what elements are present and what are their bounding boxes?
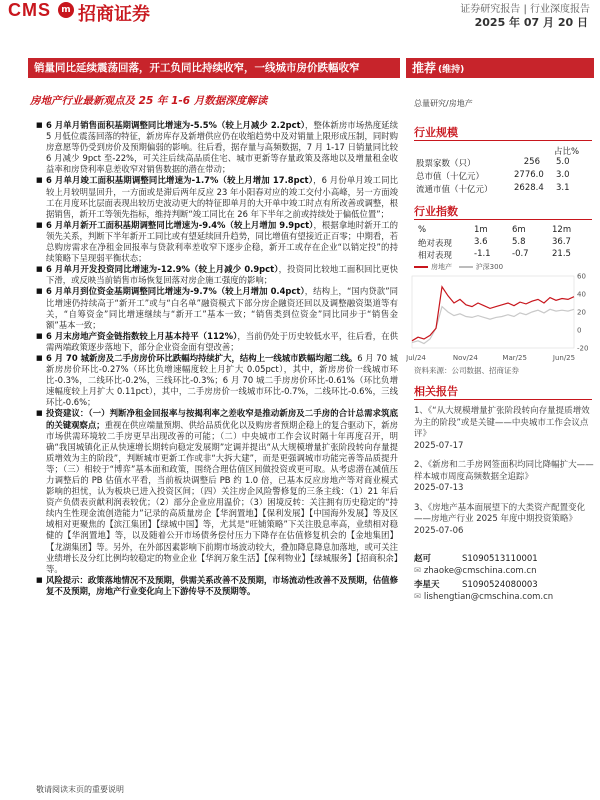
related-report-item — [414, 406, 594, 452]
y-tick-label: 20 — [577, 308, 586, 317]
scale-row-value: 2776.0 — [514, 170, 544, 180]
scale-row-label: 总市值（十亿元） — [416, 172, 485, 182]
industry-index-chart — [406, 270, 596, 362]
x-tick-label: Nov/24 — [452, 354, 478, 362]
paragraph-body: ，投资同比较地工面积回比更快下滑，或反映当前销售市场恢复回落对房企施工强度的影响； — [46, 264, 398, 286]
divider — [414, 219, 592, 220]
body-paragraph — [36, 286, 398, 330]
index-cell: -0.7 — [512, 249, 529, 259]
legend-label: 房地产 — [431, 263, 452, 271]
body-paragraph — [36, 575, 398, 597]
brand-logo-icon: m — [58, 2, 74, 18]
paragraph-body: 6 月 70 城新房房价环比-0.27%（环比负增速幅度较上月扩大 0.05pct），其中，新房房价一线城市环比-0.3%，二线环比-0.2%，三线环比-0.3%；6 月 70 城二手房房价环比-0.61%（环比负增速幅度较上月扩大 0.11pct），其中，二手房房价一线城市环比-0.7%，二线环比-0.6%，三线环比-0.6%； — [46, 352, 398, 408]
divider — [414, 140, 592, 141]
scale-row-pct: 3.0 — [556, 170, 570, 180]
analyst-email[interactable]: zhaoke@cmschina.com.cn — [423, 566, 537, 576]
rating-bar — [406, 58, 594, 78]
scale-row-label: 股票家数（只） — [416, 159, 476, 169]
divider — [414, 399, 592, 400]
related-report-title: 《新房和二手房网签面积均同比降幅扩大——样本城市周度高频数据全追踪》 — [414, 460, 594, 482]
paragraph-body: 重视在供应端量预期、供给品质优化以及购房者预期企稳上的复合驱动下，新房市场供需环境较二手房更早出现改善的可能；（二）中央城市工作会议时隔十年再度召开，明确“我国城镇化正从快速增长期转向稳定发展期”定调并提出“从大规模增量扩张阶段转向存量提质增效为主的阶段”，判断城市更新工作或非“大拆大建”，而是更强调城市功能完善等品质提升等；（三）相较于“博弈”基本面和政策，围绕合理估值区间做投资或更可取。从考虑潜在减值压力调整后的 PB 估值水平看，当前板块调整后 PB 约 1.0 倍，已基本反应房地产等对商业模式影响的担忧，认为板块已进入投资区间；（四）关注房企风险警修复的三条主线：（1）21 年后资产负债表贡献利润表较优；（2）部分企业应用温价；（3）困境反转：关注拥有历史稳定的“持续内生性现金流创造能力”记录的高质量房企【华润置地】【保利发展】【中国海外发展】等及区域相对更聚焦的【滨江集团】【绿城中国】等，尤其是“旺铺策略”下关注股息率高，业绩相对稳健的【华润置地】等，以及随着公开市场债务偿付压力下降存在估值修复机会的【金地集团】【龙湖集团】等。另外，在外部因素影响下前期市场波动较大，叠加降息降息加落地，或可关注业绩增长及分红比例均较稳定的物业企业【华润万象生活】【保利物业】【绿城服务】【招商积余】等。 — [46, 419, 399, 574]
chart-frame — [412, 276, 574, 348]
index-header: % — [418, 225, 427, 235]
rating-label: 推荐 — [412, 61, 437, 75]
analyst-category: 总量研究/房地产 — [414, 99, 473, 108]
related-report-title: 《“从大规模增量扩张阶段转向存量提质增效为主的阶段”或是关键——中央城市工作会议点评》 — [414, 406, 590, 439]
series-line — [412, 287, 574, 341]
index-header: 1m — [474, 225, 488, 235]
related-report-item — [414, 460, 594, 495]
scale-row-pct: 3.1 — [556, 183, 570, 193]
index-header: 6m — [512, 225, 526, 235]
body-paragraph — [36, 220, 398, 264]
related-report-date: 2025-07-17 — [414, 440, 464, 451]
report-title-banner: 销量同比延续震荡回落，开工负同比持续收窄，一线城市房价跌幅收窄 — [28, 58, 400, 78]
analyst-name: 赵可 — [414, 554, 432, 564]
y-tick-label: 60 — [577, 272, 586, 281]
paragraph-lead: 6 月单月到位资金基期调整同比增速为-9.7%（较上月增加 0.4pct） — [46, 286, 305, 297]
industry-index-title: 行业指数 — [414, 205, 458, 218]
index-cell: 21.5 — [552, 249, 571, 259]
paragraph-body: ，当前仍处于历史较低水平，往后看，在供需两端政策逐步落地下，部分企业资金面有望改善； — [46, 330, 399, 352]
related-report-date: 2025-07-13 — [414, 483, 464, 493]
brand-name-cn: 招商证券 — [78, 4, 150, 25]
scale-row-label: 流通市值（十亿元） — [416, 185, 493, 195]
chart-source: 资料来源：公司数据、招商证券 — [414, 366, 519, 375]
paragraph-lead: 6 月单月新开工面积基期调整同比增速为-9.4%（较上月增加 9.9pct） — [46, 219, 314, 230]
index-cell: 5.8 — [512, 237, 526, 247]
related-report-title: 《房地产基本面展望下的大类资产配置变化——房地产行业 2025 年度中期投资策略》 — [414, 502, 586, 524]
analyst-cert: S1090513110001 — [462, 554, 538, 564]
index-header: 12m — [552, 225, 572, 235]
mail-icon: ✉ — [414, 592, 424, 602]
mail-icon: ✉ — [414, 566, 424, 576]
scale-row-pct: 5.0 — [556, 157, 570, 167]
index-cell: -1.1 — [474, 249, 491, 259]
related-report-number: 2、 — [414, 460, 428, 470]
paragraph-body: ，根据拿地时新开工的领先关系，判断下半年新开工同比或有望延续回升趋势，同比增值有望接近正百零；中期看，若总购房需求在净租金回报率与贷款利率差收窄下逐步企稳，新开工或存在企业“以销定投”的持续策略下呈现弱平衡状态； — [46, 219, 399, 264]
body-paragraph — [36, 264, 398, 286]
related-report-number: 1、 — [414, 406, 428, 416]
scale-row-value: 256 — [523, 157, 540, 167]
related-report-item — [414, 503, 594, 538]
paragraph-body: ，结构上，“国内贷款”同比增速仍持续高于“新开工”或与“白名单”融资模式下部分房企融资还回以及调整融资渠道等有关，“自筹资金”同比增速继续与“新开工”基本一致；“销售类到位资金”同比同步于“销售金额”基本一致； — [46, 286, 398, 330]
report-date: 2025 年 07 月 20 日 — [474, 16, 588, 29]
report-type: 证券研究报告 | 行业深度报告 — [460, 4, 590, 15]
index-row-label: 绝对表现 — [418, 239, 453, 249]
body-paragraph — [36, 331, 398, 353]
analyst-cert: S1090524080003 — [462, 580, 538, 590]
related-report-date: 2025-07-06 — [414, 525, 464, 536]
legend-swatch-hs300 — [459, 266, 473, 268]
paragraph-lead: 6 月单月开发投资同比增速为-12.9%（较上月减少 0.9pct） — [46, 264, 279, 275]
paragraph-lead: 6 月 70 城新房及二手房房价环比跌幅均持续扩大，结构上一线城市跌幅均超二线。 — [46, 352, 358, 363]
related-report-number: 3、 — [414, 502, 428, 513]
related-reports-title: 相关报告 — [414, 385, 458, 398]
legend-label: 沪深300 — [475, 263, 504, 271]
body-paragraph — [36, 408, 398, 574]
paragraph-lead: 6 月单月销售面积基期调整同比增速为-5.5%（较上月减少 2.2pct） — [46, 120, 305, 130]
body-paragraph — [36, 120, 398, 175]
x-tick-label: Mar/25 — [502, 354, 527, 362]
body-paragraph — [36, 353, 398, 408]
x-tick-label: Jun/25 — [552, 354, 576, 362]
index-row-label: 相对表现 — [418, 251, 453, 261]
paragraph-lead: 风险提示：政策落地情况不及预期，供需关系改善不及预期，市场流动性改善不及预期，估值修复不及预期，房地产行业变化向上下游传导不及预期等。 — [46, 574, 398, 596]
industry-scale-title: 行业规模 — [414, 126, 458, 139]
analyst-name: 李星天 — [414, 580, 440, 590]
y-tick-label: 40 — [577, 290, 586, 299]
paragraph-body: ，整体新房市场热度延续 5 月低位震荡回落的特征，新房库存及新增供应仍在收缩趋势中及对销量上限形成压制，同时购房意愿等仍受到房价及预期偏弱的影响。往后看，据存量与高频数据，7 月 1-17 日销量同比较 6 月减少 9pct 至-22%，可关注后续高品质住宅、城市更新等存量政策及落地以及增量租金收益率和房贷利率息差收窄对销售数据的潜在带动； — [46, 120, 398, 175]
index-cell: 3.6 — [474, 237, 488, 247]
brand-logo-text: CMS — [8, 0, 51, 20]
footer-note: 敬请阅读末页的重要说明 — [36, 785, 124, 794]
paragraph-body: ，6 月份单月竣工同比较上月较明显回升，一方面或是滞后两年反应 23 年小阳春对应的竣工交付小高峰，另一方面竣工在月度环比层面表现出较历史波动更大的特征即单月的大开单中竣工时点有所改善或调整，根据销售，新开工等领先指标，维持判断“竣工同比在 26 年下半年之前或持续处于偏低位置”； — [46, 175, 398, 219]
legend-swatch-realestate — [414, 266, 428, 268]
analyst-info — [414, 553, 594, 605]
index-cell: 36.7 — [552, 237, 571, 247]
scale-row-value: 2628.4 — [514, 183, 544, 193]
related-reports-list — [414, 406, 594, 545]
y-tick-label: 0 — [577, 326, 582, 335]
analyst-row — [414, 579, 594, 603]
x-tick-label: Jul/24 — [406, 354, 426, 362]
main-text-column — [36, 120, 398, 597]
paragraph-lead: 6 月单月竣工面积基期调整同比增速为-1.7%（较上月增加 17.8pct） — [46, 175, 314, 186]
paragraph-lead: 6 月末房地产资金链指数较上月基本持平（112%） — [46, 330, 238, 341]
analyst-row — [414, 553, 594, 577]
scale-col-header: 占比% — [554, 147, 580, 157]
report-subtitle: 房地产行业最新观点及 25 年 1-6 月数据深度解读 — [30, 95, 268, 107]
y-tick-label: -20 — [577, 344, 589, 353]
paragraph-lead: 投资建议：（一）判断净租金回报率与按揭利率之差收窄是推动新房及二手房的合计总需求筑底的关键观察点； — [46, 408, 398, 430]
body-paragraph — [36, 175, 398, 219]
analyst-email[interactable]: lishengtian@cmschina.com.cn — [423, 592, 554, 602]
rating-sub: (维持) — [438, 65, 465, 75]
